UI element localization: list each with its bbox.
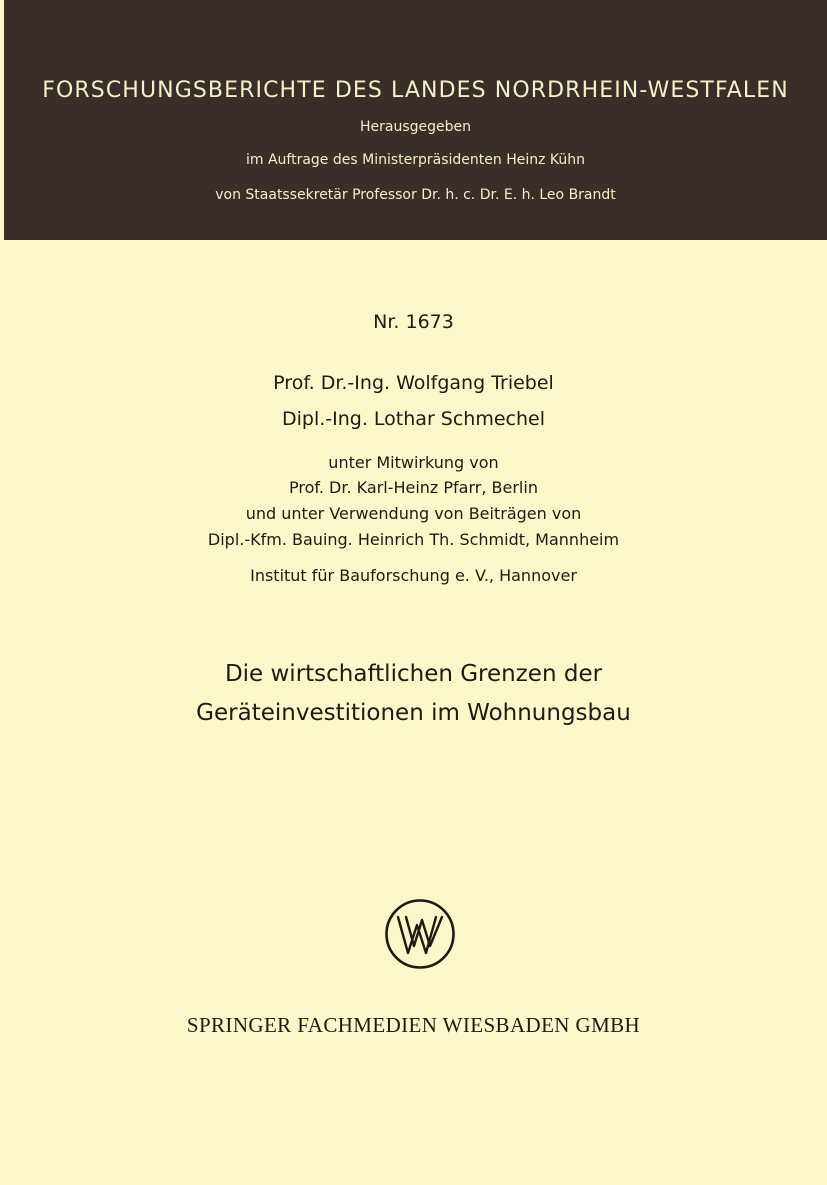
contributor-line: unter Mitwirkung von — [328, 453, 499, 472]
editor-line-commission: im Auftrage des Ministerpräsidenten Heinz Kühn — [245, 152, 586, 168]
author-secondary: Dipl.-Ing. Lothar Schmechel — [282, 408, 545, 430]
book-title-line: Geräteinvestitionen im Wohnungsbau — [196, 700, 631, 726]
issue-number: Nr. 1673 — [373, 311, 454, 333]
book-title-line: Die wirtschaftlichen Grenzen der — [224, 661, 603, 687]
editor-line-herausgegeben: Herausgegeben — [359, 119, 471, 135]
series-title: FORSCHUNGSBERICHTE DES LANDES NORDRHEIN-WESTFALEN — [42, 78, 789, 103]
institute: Institut für Bauforschung e. V., Hannover — [250, 566, 577, 585]
publisher-name: SPRINGER FACHMEDIEN WIESBADEN GMBH — [186, 1013, 641, 1037]
contributor-line: und unter Verwendung von Beiträgen von — [245, 504, 582, 523]
contributor-line: Prof. Dr. Karl-Heinz Pfarr, Berlin — [289, 478, 538, 497]
contributor-line: Dipl.-Kfm. Bauing. Heinrich Th. Schmidt, Mannheim — [207, 530, 620, 549]
header-band — [4, 0, 827, 240]
author-primary: Prof. Dr.-Ing. Wolfgang Triebel — [273, 372, 554, 394]
springer-ww-logo-icon — [384, 898, 456, 970]
editor-line-editor: von Staatssekretär Professor Dr. h. c. Dr. E. h. Leo Brandt — [215, 187, 616, 203]
